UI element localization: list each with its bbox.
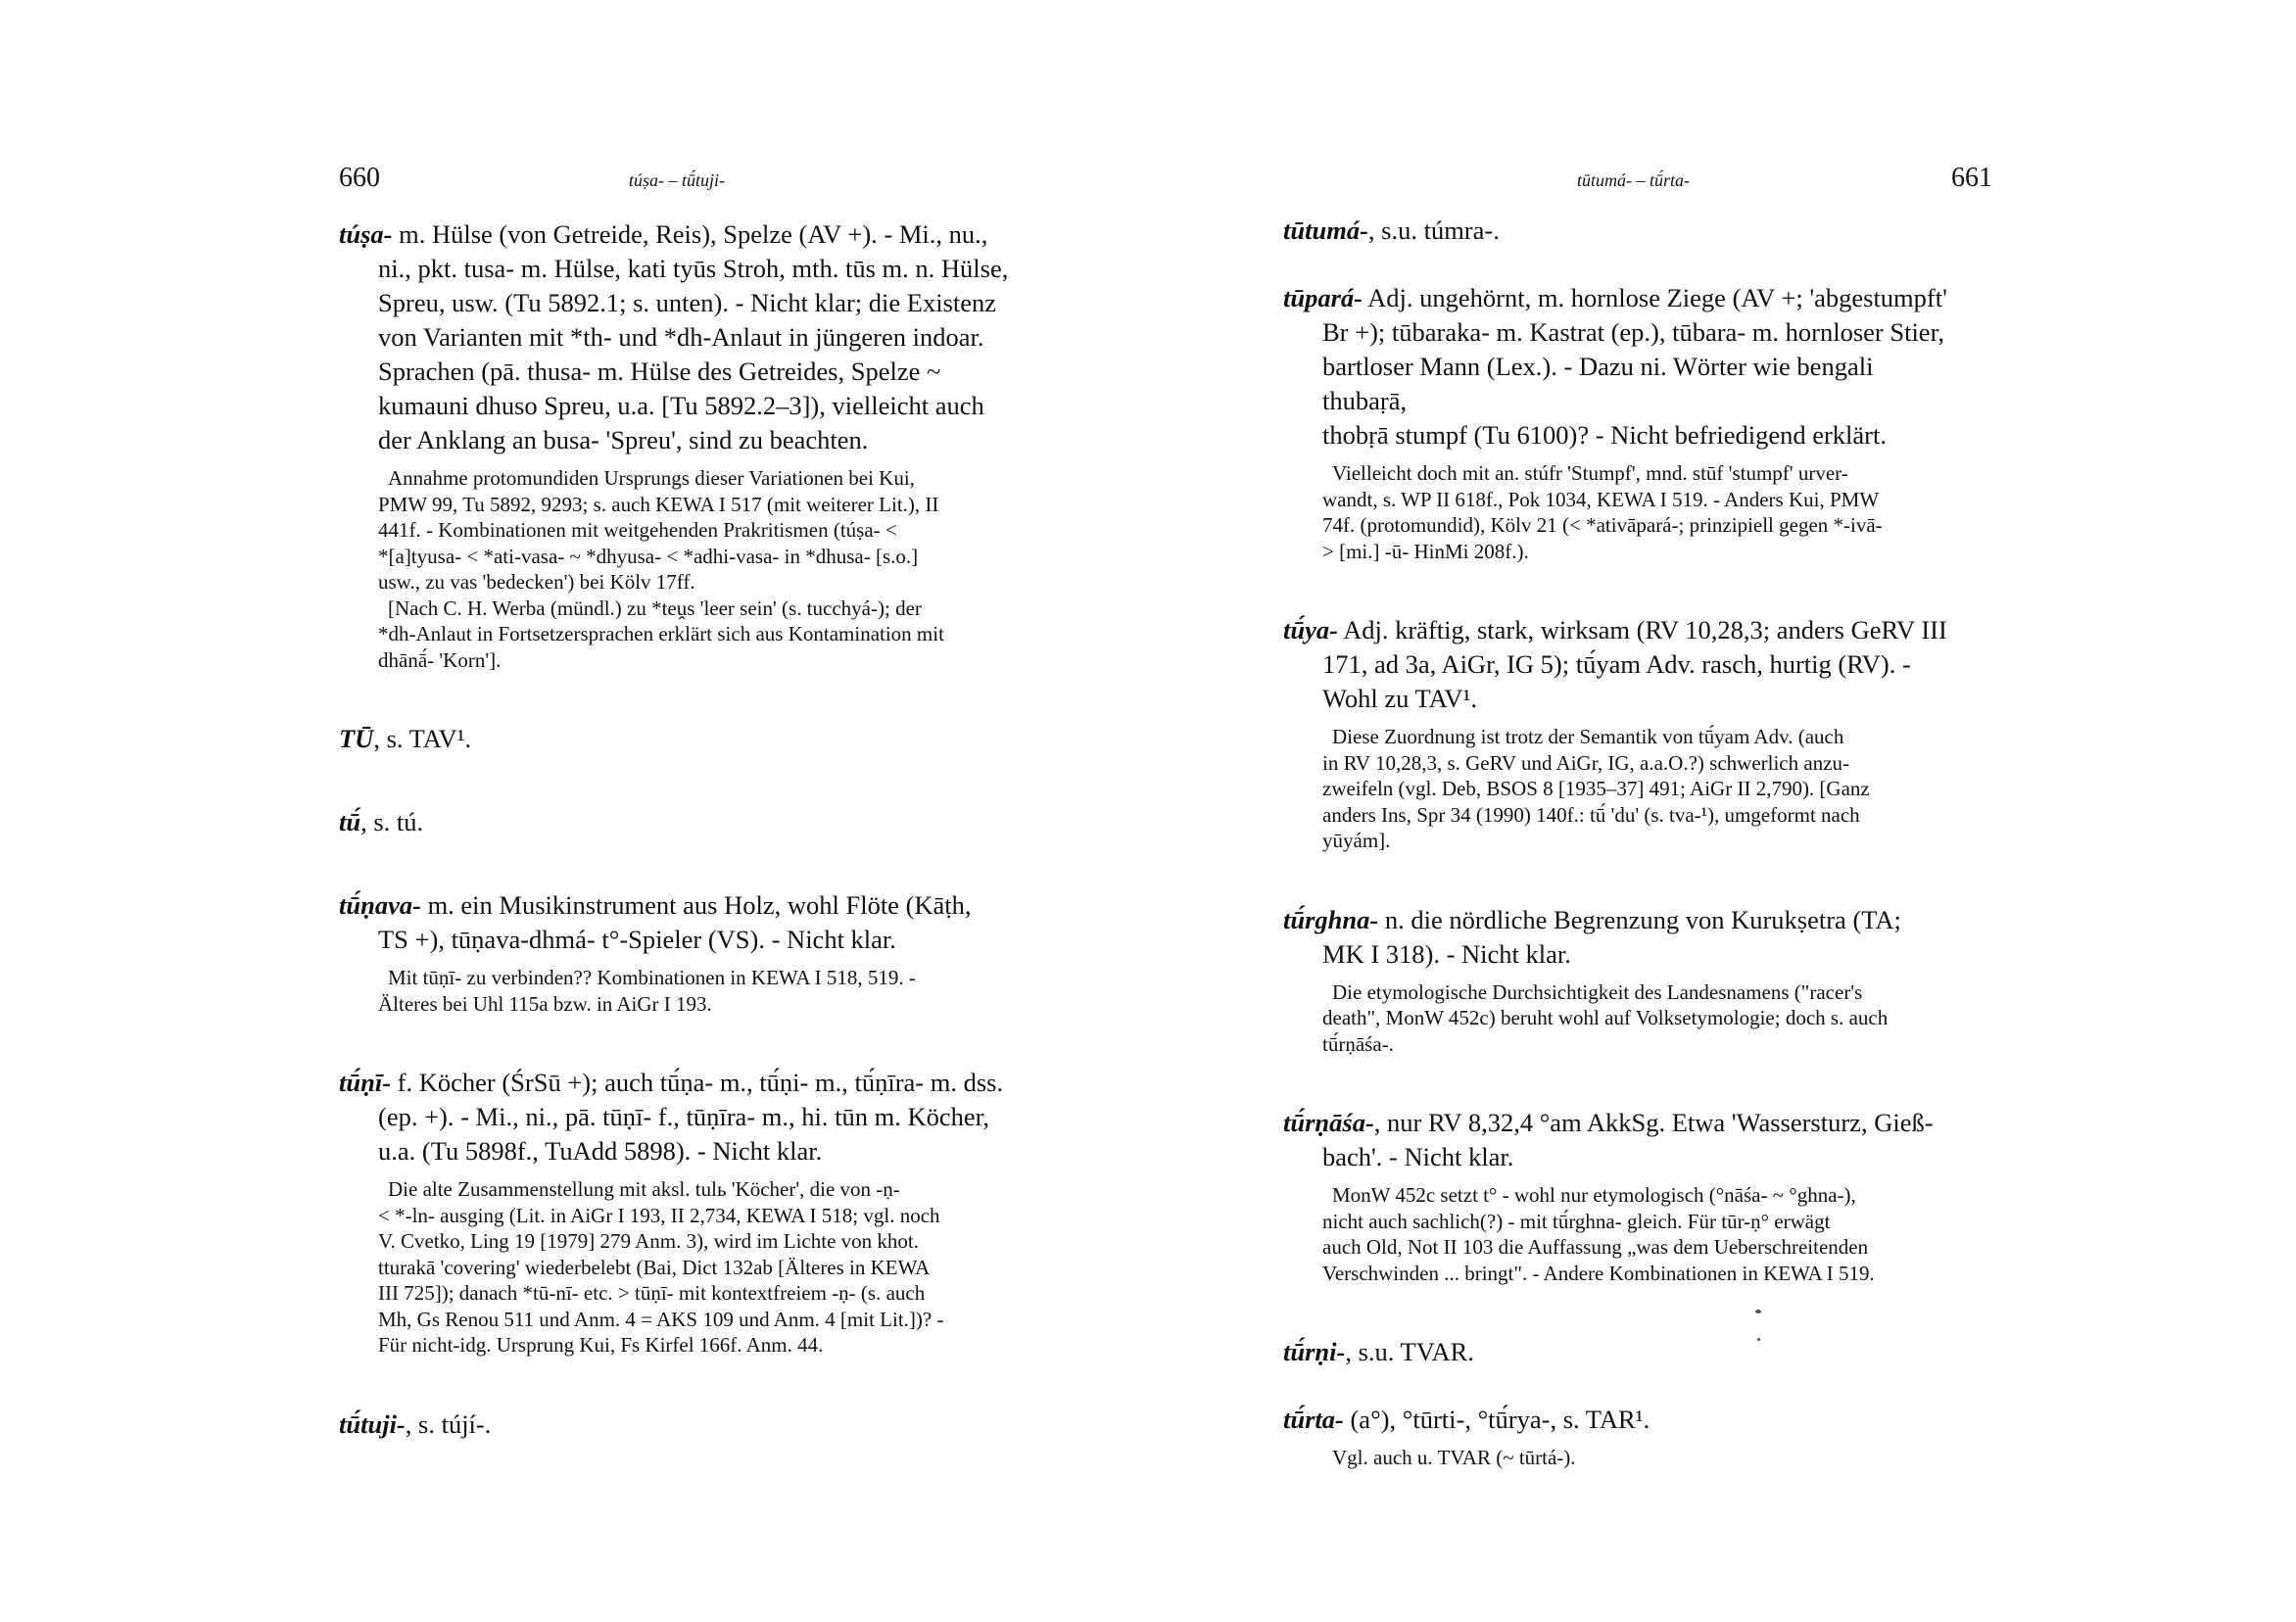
entry-tuya (1283, 613, 1959, 716)
note-line: MonW 452c setzt t° - wohl nur etymologisch (°nāśa- ~ °ghna-), (1332, 1183, 1856, 1207)
note-line: wandt, s. WP II 618f., Pok 1034, KEWA I 519. - Anders Kui, PMW (1322, 487, 1880, 511)
entry-tusa (339, 217, 1056, 457)
note-line: *dh-Anlaut in Fortsetzersprachen erklärt sich aus Kontamination mit (378, 622, 944, 645)
entry-note (1283, 724, 1959, 854)
entry-line: f. Köcher (ŚrSū +); auch tū́ṇa- m., tū́ṇi- m., tū́ṇīra- m. dss. (397, 1068, 1004, 1097)
entry-line: , s.u. TVAR. (1345, 1337, 1474, 1366)
note-line: anders Ins, Spr 34 (1990) 140f.: tū́ 'du' (s. tva-¹), umgeformt nach (1322, 802, 1860, 827)
entry-tu (339, 805, 1056, 839)
entry-line: u.a. (Tu 5898f., TuAdd 5898). - Nicht klar. (378, 1136, 823, 1166)
note-line: > [mi.] -ū- HinMi 208f.). (1322, 539, 1529, 563)
entry-line: , s. tújí-. (405, 1408, 492, 1439)
lemma: tū́ya- (1283, 615, 1338, 644)
lemma: túṣa- (339, 219, 393, 249)
entry-line: 171, ad 3a, AiGr, IG 5); tū́yam Adv. rasch, hurtig (RV). - (1322, 649, 1911, 679)
entry-line: thobṛā stumpf (Tu 6100)? - Nicht befriedigend erklärt. (1322, 420, 1887, 450)
entry-line: Br +); tūbaraka- m. Kastrat (ep.), tūbara- m. hornloser Stier, (1322, 317, 1944, 347)
note-line: Die alte Zusammenstellung mit aksl. tulь 'Köcher', die von -ṇ- (388, 1177, 900, 1201)
note-line: usw., zu vas 'bedecken') bei Kölv 17ff. (378, 570, 695, 594)
note-line: Älteres bei Uhl 115a bzw. in AiGr I 193. (378, 991, 712, 1016)
lemma: tū́rghna- (1283, 904, 1379, 934)
entry-turni (1283, 1335, 1959, 1369)
note-line: death", MonW 452c) beruht wohl auf Volksetymologie; doch s. auch (1322, 1006, 1889, 1029)
entry-tupara (1283, 281, 1959, 453)
note-line: in RV 10,28,3, s. GeRV und AiGr, IG, a.a.O.?) schwerlich anzu- (1322, 750, 1850, 775)
entry-line: Sprachen (pā. thusa- m. Hülse des Getreides, Spelze ~ (378, 357, 941, 386)
entry-line: Wohl zu TAV¹. (1322, 684, 1478, 713)
entry-note (339, 465, 1056, 673)
note-line: tturakā 'covering' wiederbelebt (Bai, Dict 132ab [Älteres in KEWA (378, 1255, 931, 1279)
note-line: nicht auch sachlich(?) - mit tū́rghna- gleich. Für tūr-ṇ° erwägt (1322, 1209, 1831, 1233)
left-column (339, 217, 1056, 1442)
lemma: TŪ (339, 724, 374, 753)
entry-line: , s. tú. (360, 807, 424, 836)
running-head: tūtumá- – tū́rta- (1577, 170, 1690, 190)
entry-line: Adj. kräftig, stark, wirksam (RV 10,28,3; anders GeRV III (1343, 615, 1947, 644)
note-line: Mh, Gs Renou 511 und Anm. 4 = AKS 109 und Anm. 4 [mit Lit.])? - (378, 1307, 944, 1331)
entry-turta (1283, 1403, 1959, 1437)
note-line: 441f. - Kombinationen mit weitgehenden Prakritismen (túṣa- < (378, 518, 897, 542)
note-line: auch Old, Not II 103 die Auffassung „was dem Ueberschreitenden (1322, 1235, 1869, 1259)
note-line: V. Cvetko, Ling 19 [1979] 279 Anm. 3), wird im Lichte von khot. (378, 1229, 919, 1253)
entry-line: , nur RV 8,32,4 °am AkkSg. Etwa 'Wassersturz, Gieß- (1373, 1108, 1934, 1137)
note-line: [Nach C. H. Werba (mündl.) zu *teṷs 'leer sein' (s. tucchyá-); der (388, 596, 922, 620)
note-line: PMW 99, Tu 5892, 9293; s. auch KEWA I 517 (mit weiterer Lit.), II (378, 492, 939, 516)
entry-line: bach'. - Nicht klar. (1322, 1142, 1514, 1171)
note-line: III 725]); danach *tū-nī- etc. > tūṇī- mit kontextfreiem -ṇ- (s. auch (378, 1281, 926, 1305)
note-line: *[a]tyusa- < *ati-vasa- ~ *dhyusa- < *adhi-vasa- in *dhusa- [s.o.] (378, 544, 919, 568)
lemma: tū́ṇava- (339, 890, 421, 920)
scan-speck (1757, 1338, 1760, 1341)
entry-note (1283, 1182, 1959, 1286)
entry-line: m. Hülse (von Getreide, Reis), Spelze (AV +). - Mi., nu., (399, 219, 988, 249)
note-line: Vielleicht doch mit an. stúfr 'Stumpf', mnd. stūf 'stumpf' urver- (1332, 461, 1848, 485)
entry-line: Spreu, usw. (Tu 5892.1; s. unten). - Nicht klar; die Existenz (378, 288, 997, 317)
entry-line: , s. TAV¹. (373, 724, 472, 753)
entry-line: kumauni dhuso Spreu, u.a. [Tu 5892.2–3]), vielleicht auch (378, 391, 984, 420)
lemma: tū́ṇī- (339, 1068, 392, 1097)
entry-line: m. ein Musikinstrument aus Holz, wohl Flöte (Kāṭh, (427, 890, 972, 920)
entry-note (339, 1176, 1056, 1359)
entry-turnasa (1283, 1106, 1959, 1174)
entry-note (1283, 1445, 1959, 1471)
note-line: Die etymologische Durchsichtigkeit des Landesnamens ("racer's (1332, 979, 1863, 1004)
note-line: dhānā́- 'Korn']. (378, 647, 502, 672)
note-line: Verschwinden ... bringt". - Andere Kombinationen in KEWA I 519. (1322, 1261, 1875, 1285)
scan-speck (1755, 1310, 1761, 1313)
lemma: tū́rṇāśa- (1283, 1108, 1374, 1137)
entry-note (1283, 460, 1959, 564)
lemma: tū́rta- (1283, 1405, 1344, 1434)
entry-line: MK I 318). - Nicht klar. (1322, 938, 1571, 969)
note-line: Vgl. auch u. TVAR (~ tūrtá-). (1332, 1446, 1576, 1469)
entry-line: n. die nördliche Begrenzung von Kurukṣetra (TA; (1384, 904, 1901, 934)
lemma: tū́rṇi- (1283, 1337, 1346, 1366)
entry-line: (a°), °tūrti-, °tū́rya-, s. TAR¹. (1343, 1405, 1650, 1434)
page-number: 661 (1951, 163, 1992, 193)
note-line: yūyám]. (1322, 829, 1391, 852)
entry-tuni (339, 1066, 1056, 1169)
entry-note (339, 965, 1056, 1017)
entry-line: bartloser Mann (Lex.). - Dazu ni. Wörter wie bengali thubaṛā, (1322, 352, 1874, 415)
entry-note (1283, 979, 1959, 1058)
entry-turghna (1283, 903, 1959, 972)
lemma: tū́ (339, 807, 361, 836)
running-head: túṣa- – tū́tuji- (629, 170, 725, 190)
entry-line: von Varianten mit *th- und *dh-Anlaut in jüngeren indoar. (378, 322, 984, 352)
entry-tunava (339, 888, 1056, 957)
note-line: Annahme protomundiden Ursprungs dieser Variationen bei Kui, (388, 466, 915, 490)
note-line: zweifeln (vgl. Deb, BSOS 8 [1935–37] 491; AiGr II 2,790). [Ganz (1322, 777, 1870, 800)
entry-tutuji (339, 1407, 1056, 1442)
entry-line: TS +), tūṇava-dhmá- t°-Spieler (VS). - Nicht klar. (378, 925, 896, 954)
note-line: < *-ln- ausging (Lit. in AiGr I 193, II 2,734, KEWA I 518; vgl. noch (378, 1203, 940, 1227)
entry-line: (ep. +). - Mi., ni., pā. tūṇī- f., tūṇīra- m., hi. tūn m. Köcher, (378, 1102, 989, 1131)
entry-line: ni., pkt. tusa- m. Hülse, kati tyūs Stroh, mth. tūs m. n. Hülse, (378, 254, 1009, 283)
note-line: 74f. (protomundid), Kölv 21 (< *ativāpará-; prinzipiell gegen *-ivā- (1322, 513, 1883, 537)
entry-line: Adj. ungehörnt, m. hornlose Ziege (AV +; 'abgestumpft' (1367, 283, 1947, 312)
entry-tu-root (339, 722, 1056, 756)
lemma: tūpará- (1283, 283, 1363, 312)
entry-line: der Anklang an busa- 'Spreu', sind zu beachten. (378, 425, 869, 454)
note-line: tū́rṇāśa-. (1322, 1031, 1394, 1056)
lemma: tū́tuji- (339, 1408, 406, 1439)
entry-line: , s.u. túmra-. (1367, 215, 1500, 245)
entry-tutuma (1283, 214, 1959, 248)
right-column (1283, 214, 1959, 1471)
note-line: Für nicht-idg. Ursprung Kui, Fs Kirfel 166f. Anm. 44. (378, 1333, 824, 1357)
page-number: 660 (339, 163, 380, 193)
lemma: tūtumá- (1283, 215, 1368, 245)
note-line: Diese Zuordnung ist trotz der Semantik von tū́yam Adv. (auch (1332, 725, 1844, 748)
note-line: Mit tūṇī- zu verbinden?? Kombinationen in KEWA I 518, 519. - (388, 966, 916, 989)
